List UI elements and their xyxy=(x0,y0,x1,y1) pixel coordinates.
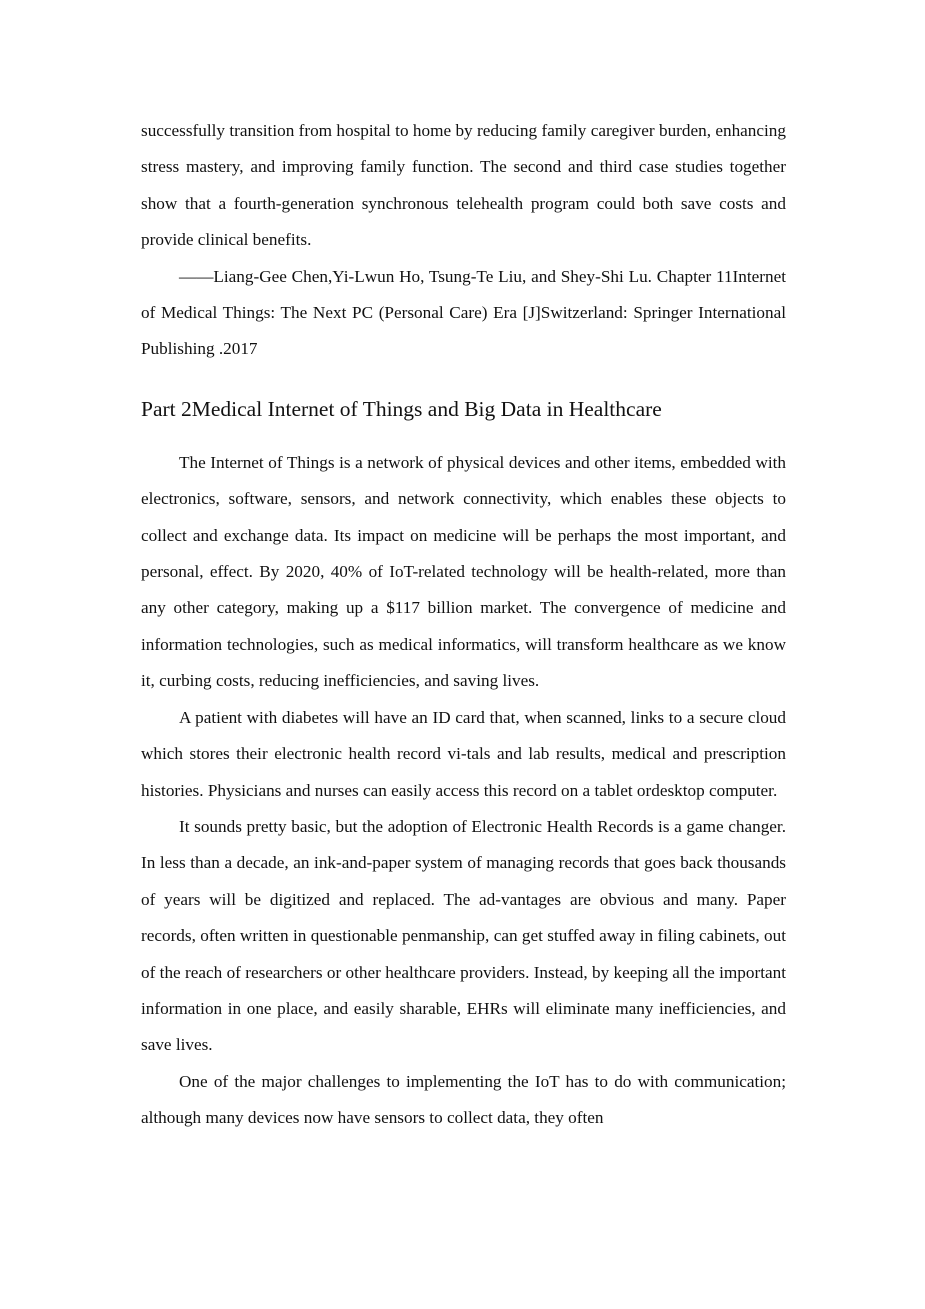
body-paragraph-iot-challenges: One of the major challenges to implementing the IoT has to do with communication; although many devices now have sensors to collect data, they often xyxy=(141,1071,786,1128)
body-paragraph-diabetes-example: A patient with diabetes will have an ID card that, when scanned, links to a secure cloud which stores their electronic health record vi-tals and lab results, medical and prescription histories. Physicians and nurses can easily access this record on a tablet ordesktop computer. xyxy=(141,707,786,800)
body-paragraph-iot-definition: The Internet of Things is a network of physical devices and other items, embedded with electronics, software, sensors, and network connectivity, which enables these objects to collect and exchange data. Its impact on medicine will be perhaps the most important, and personal, effect. By 2020, 40% of IoT-related technology will be health-related, more than any other category, making up a $117 billion market. The convergence of medicine and information technologies, such as medical informatics, will transform healthcare as we know it, curbing costs, reducing inefficiencies, and saving lives. xyxy=(141,452,786,691)
page-content xyxy=(141,113,786,1137)
section-heading: Part 2Medical Internet of Things and Big Data in Healthcare xyxy=(141,396,662,421)
body-paragraph-ehr-adoption: It sounds pretty basic, but the adoption of Electronic Health Records is a game changer. In less than a decade, an ink-and-paper system of managing records that goes back thousands of years will be digitized and replaced. The ad-vantages are obvious and many. Paper records, often written in questionable penmanship, can get stuffed away in filing cabinets, out of the reach of researchers or other healthcare providers. Instead, by keeping all the important information in one place, and easily sharable, EHRs will eliminate many inefficiencies, and save lives. xyxy=(141,816,786,1055)
paragraph-continuation: successfully transition from hospital to home by reducing family caregiver burden, enhancing stress mastery, and improving family function. The second and third case studies together show that a fourth-generation synchronous telehealth program could both save costs and provide clinical benefits. xyxy=(141,121,786,250)
citation-paragraph: ——Liang-Gee Chen,Yi-Lwun Ho, Tsung-Te Liu, and Shey-Shi Lu. Chapter 11Internet of Medical Things: The Next PC (Personal Care) Era [J]Switzerland: Springer International Publishing .2017 xyxy=(141,266,786,359)
